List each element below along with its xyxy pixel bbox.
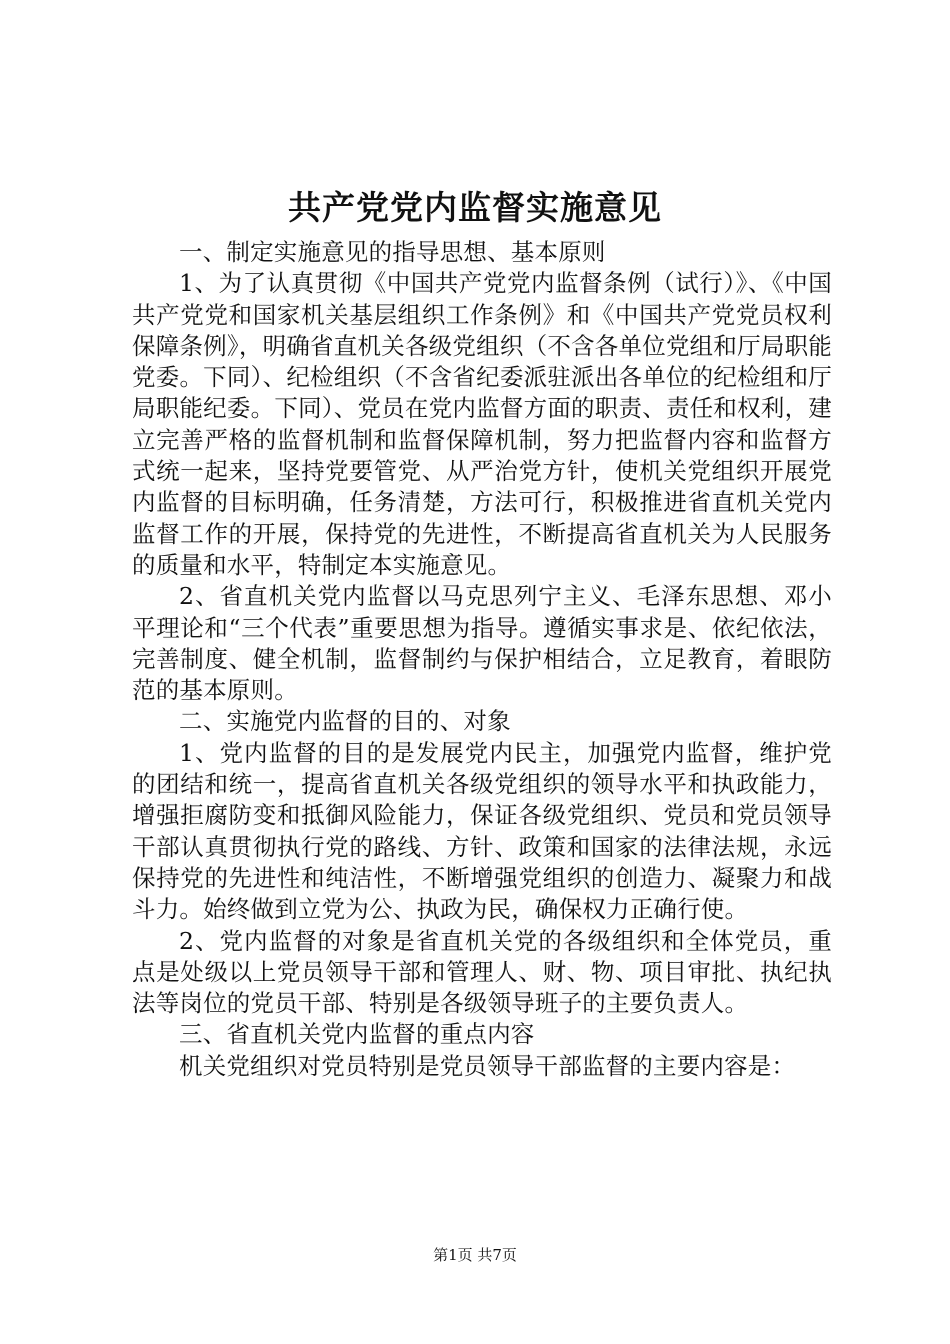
paragraph-2-2: 2、党内监督的对象是省直机关党的各级组织和全体党员，重点是处级以上党员领导干部和管理人、财、物、项目审批、执纪执法等岗位的党员干部、特别是各级领导班子的主要负责人。: [132, 926, 832, 1018]
document-title: 共产党党内监督实施意见: [288, 188, 662, 227]
paragraph-3-intro: 机关党组织对党员特别是党员领导干部监督的主要内容是：: [179, 1051, 796, 1080]
paragraph-2-1: 1、党内监督的目的是发展党内民主，加强党内监督，维护党的团结和统一，提高省直机关各级党组织的领导水平和执政能力，增强拒腐防变和抵御风险能力，保证各级党组织、党员和党员领导干部认真贯彻执行党的路线、方针、政策和国家的法律法规，永远保持党的先进性和纯洁性，不断增强党组织的创造力、凝聚力和战斗力。始终做到立党为公、执政为民，确保权力正确行使。: [132, 738, 832, 924]
document-body: [132, 237, 832, 1082]
paragraph-1-1: 1、为了认真贯彻《中国共产党党内监督条例（试行）》、《中国共产党党和国家机关基层组织工作条例》和《中国共产党党员权利保障条例》，明确省直机关各级党组织（不含各单位党组和厅局职能党委。下同）、纪检组织（不含省纪委派驻派出各单位的纪检组和厅局职能纪委。下同）、党员在党内监督方面的职责、责任和权利，建立完善严格的监督机制和监督保障机制，努力把监督内容和监督方式统一起来，坚持党要管党、从严治党方针，使机关党组织开展党内监督的目标明确，任务清楚，方法可行，积极推进省直机关党内监督工作的开展，保持党的先进性，不断提高省直机关为人民服务的质量和水平，特制定本实施意见。: [132, 269, 832, 579]
section-heading-2: 二、实施党内监督的目的、对象: [179, 707, 511, 736]
section-heading-1: 一、制定实施意见的指导思想、基本原则: [179, 238, 606, 266]
paragraph-1-2: 2、省直机关党内监督以马克思列宁主义、毛泽东思想、邓小平理论和“三个代表”重要思想为指导。遵循实事求是、依纪依法，完善制度、健全机制，监督制约与保护相结合，立足教育，着眼防范的基本原则。: [132, 582, 832, 705]
page-footer: 第1页 共7页: [433, 1246, 517, 1264]
section-heading-3: 三、省直机关党内监督的重点内容: [179, 1020, 535, 1049]
